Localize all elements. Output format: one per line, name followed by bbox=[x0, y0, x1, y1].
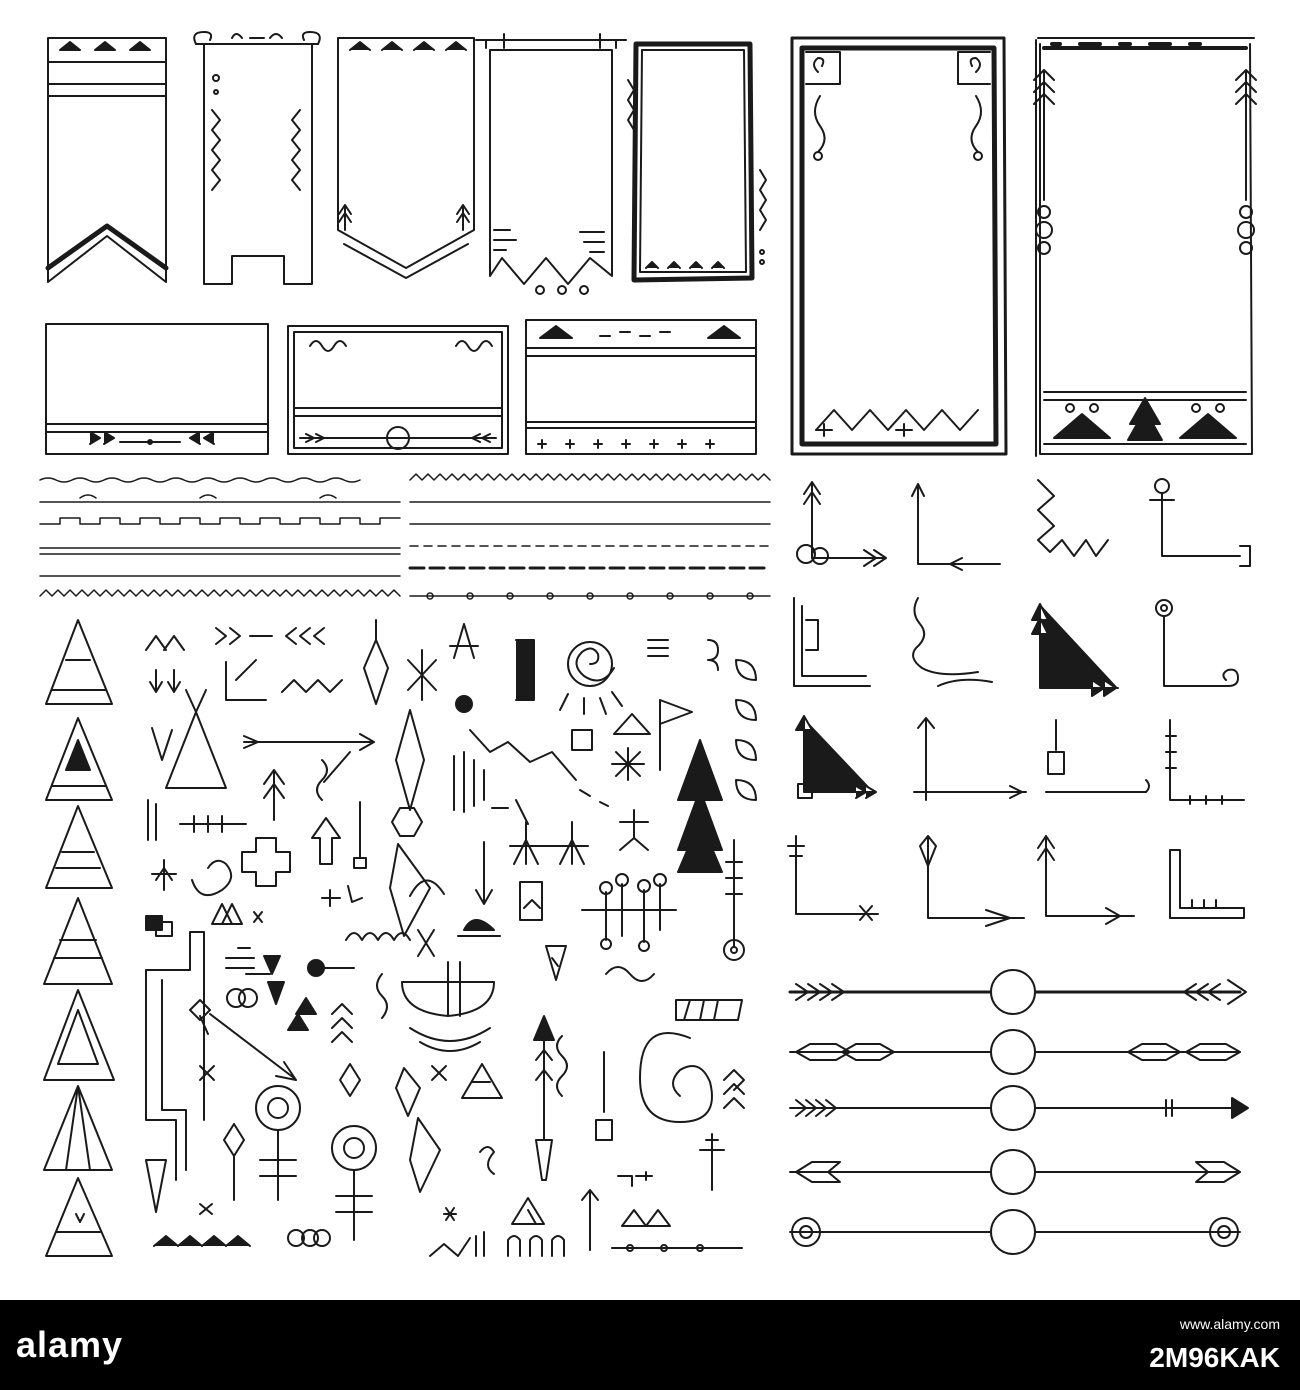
image-id: 2M96KAK bbox=[1149, 1342, 1280, 1373]
corner-arrows bbox=[788, 479, 1250, 926]
frame-tall-spiral bbox=[792, 38, 1006, 454]
frame-tall-arrows bbox=[1034, 38, 1256, 456]
dividers bbox=[40, 474, 770, 599]
alamy-logo[interactable] bbox=[16, 1324, 123, 1366]
frame-wide-pattern bbox=[526, 320, 756, 454]
frame-wide-plain bbox=[46, 324, 268, 454]
frame-rectangle-bold bbox=[634, 44, 766, 280]
stock-footer-bar bbox=[0, 1300, 1300, 1390]
banner-scroll-top bbox=[194, 32, 320, 284]
banner-pointed bbox=[338, 38, 474, 278]
frame-wide-circle bbox=[288, 326, 508, 454]
arrow-dividers bbox=[790, 970, 1248, 1254]
logo-text: alamy bbox=[16, 1324, 124, 1365]
teepees bbox=[44, 620, 114, 1256]
watermark-url: www.alamy.com bbox=[1179, 1316, 1280, 1332]
tribal-symbols bbox=[146, 620, 756, 1256]
banner-zigzag-hang bbox=[476, 34, 634, 294]
banner-swallowtail bbox=[48, 38, 166, 282]
